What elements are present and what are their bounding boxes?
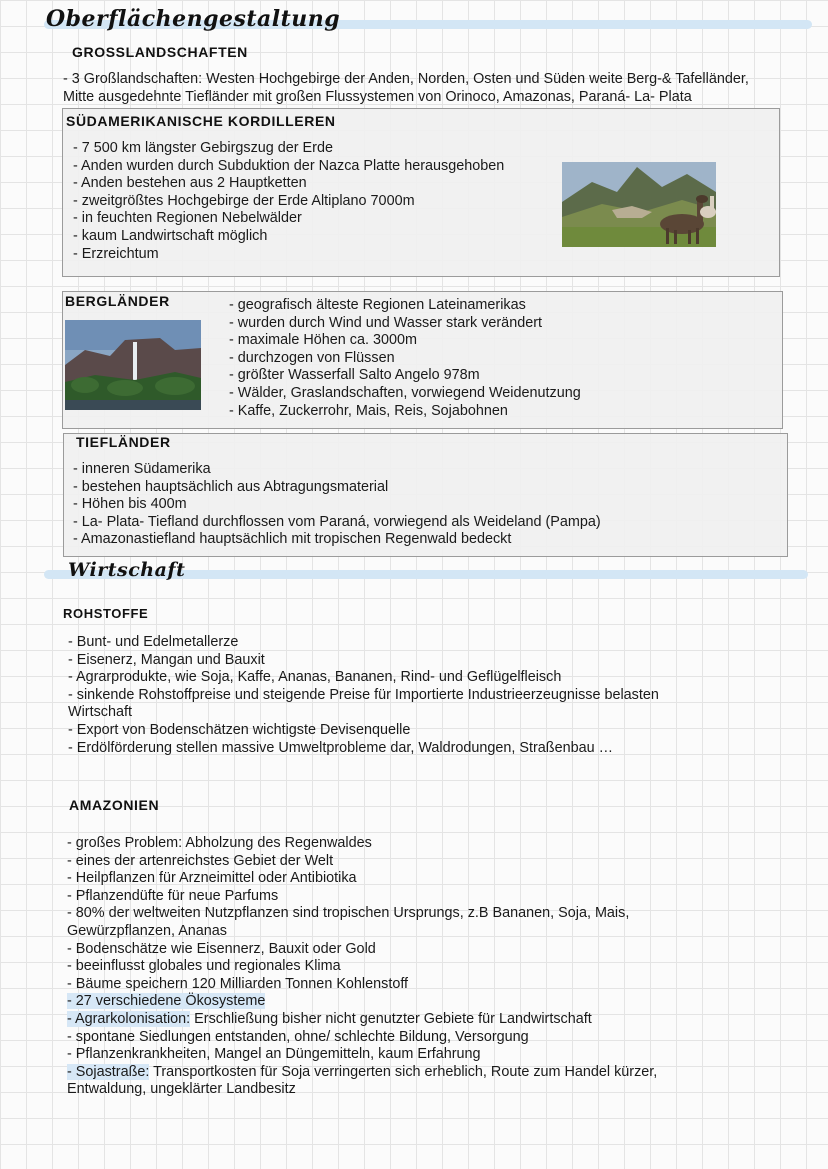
list-item [67,1064,657,1082]
grosslandschaften-text [63,71,749,106]
waterfall-photo [65,320,201,410]
kordilleren-list [73,140,504,263]
text-line: - 3 Großlandschaften: Westen Hochgebirge der Anden, Norden, Osten und Süden weite Berg-& Tafelländer, [63,71,749,87]
list-item: Entwaldung, ungeklärter Landbesitz [67,1081,296,1098]
list-item: - Höhen bis 400m [73,496,187,513]
section-title-amazonien: AMAZONIEN [69,797,160,813]
list-item: Gewürzpflanzen, Ananas [67,922,227,939]
list-item: Wirtschaft [68,704,132,721]
list-item: - bestehen hauptsächlich aus Abtragungsmaterial [73,478,389,495]
highlighted-term: - Agrarkolonisation: [67,1010,191,1027]
list-item: - maximale Höhen ca. 3000m [229,332,417,349]
list-item: - Erzreichtum [73,245,159,262]
list-item: - Export von Bodenschätzen wichtigste Devisenquelle [68,721,411,738]
list-item: - geografisch älteste Regionen Lateinamerikas [229,297,526,313]
list-item: - großes Problem: Abholzung des Regenwaldes [67,835,372,851]
list-item: - Heilpflanzen für Arzneimittel oder Antibiotika [67,870,357,887]
list-item: - eines der artenreichstes Gebiet der Welt [67,852,334,869]
list-item: - in feuchten Regionen Nebelwälder [73,210,302,227]
list-item: - Agrarprodukte, wie Soja, Kaffe, Ananas, Bananen, Rind- und Geflügelfleisch [68,669,562,686]
list-item: - durchzogen von Flüssen [229,349,395,366]
list-item: - zweitgrößtes Hochgebirge der Erde Altiplano 7000m [73,192,415,209]
list-item [67,1011,657,1029]
text-line: Mitte ausgedehnte Tiefländer mit großen Flussystemen von Orinoco, Amazonas, Paraná- La- Plata [63,88,692,105]
section-title-rohstoffe: ROHSTOFFE [63,606,149,621]
list-item: - Kaffe, Zuckerrohr, Mais, Reis, Sojabohnen [229,402,508,419]
list-item: - La- Plata- Tiefland durchflossen vom Paraná, vorwiegend als Weideland (Pampa) [73,513,601,530]
list-item: - Bodenschätze wie Eisennerz, Bauxit oder Gold [67,940,376,957]
term-definition: Erschließung bisher nicht genutzter Gebiete für Landwirtschaft [190,1010,592,1027]
section-title-grosslandschaften: GROSSLANDSCHAFTEN [72,44,248,60]
rohstoffe-list [68,634,659,757]
list-item: - spontane Siedlungen entstanden, ohne/ schlechte Bildung, Versorgung [67,1028,529,1045]
list-item: - Anden wurden durch Subduktion der Nazca Platte herausgehoben [73,157,505,174]
list-item: - beeinflusst globales und regionales Klima [67,958,341,975]
section-title-berglaender: BERGLÄNDER [65,293,170,309]
page-title: Oberflächengestaltung [46,6,341,32]
list-item: - inneren Südamerika [73,461,211,477]
andes-llama-photo [562,162,716,247]
list-item: - Bunt- und Edelmetallerze [68,634,239,650]
list-item: - sinkende Rohstoffpreise und steigende Preise für Importierte Industrieerzeugnisse belasten [68,686,659,703]
list-item: - Erdölförderung stellen massive Umweltprobleme dar, Waldrodungen, Straßenbau … [68,739,613,756]
list-item [67,993,657,1011]
list-item: - Anden bestehen aus 2 Hauptketten [73,175,307,192]
term-definition: Transportkosten für Soja verringerten sich erheblich, Route zum Handel kürzer, [149,1063,658,1080]
list-item: - Bäume speichern 120 Milliarden Tonnen Kohlenstoff [67,975,409,992]
list-item: - Pflanzendüfte für neue Parfums [67,887,279,904]
list-item: - Wälder, Graslandschaften, vorwiegend Weidenutzung [229,384,581,401]
amazonien-list [67,835,657,1099]
list-item: - Pflanzenkrankheiten, Mangel an Düngemitteln, kaum Erfahrung [67,1046,481,1063]
list-item: - wurden durch Wind und Wasser stark verändert [229,314,542,331]
highlighted-text: - 27 verschiedene Ökosysteme [67,993,266,1010]
list-item: - kaum Landwirtschaft möglich [73,227,268,244]
section-title-kordilleren: SÜDAMERIKANISCHE KORDILLEREN [66,113,336,129]
section-heading-wirtschaft: Wirtschaft [68,559,186,581]
tieflaender-list [73,461,601,549]
list-item: - Amazonastiefland hauptsächlich mit tropischen Regenwald bedeckt [73,531,512,548]
highlighted-term: - Sojastraße: [67,1063,150,1080]
list-item: - Eisenerz, Mangan und Bauxit [68,651,265,668]
list-item: - 80% der weltweiten Nutzpflanzen sind tropischen Ursprungs, z.B Bananen, Soja, Mais, [67,905,630,922]
berglaender-list [229,297,581,420]
list-item: - 7 500 km längster Gebirgszug der Erde [73,140,333,156]
section-title-tieflaender: TIEFLÄNDER [76,434,171,450]
list-item: - größter Wasserfall Salto Angelo 978m [229,367,480,384]
